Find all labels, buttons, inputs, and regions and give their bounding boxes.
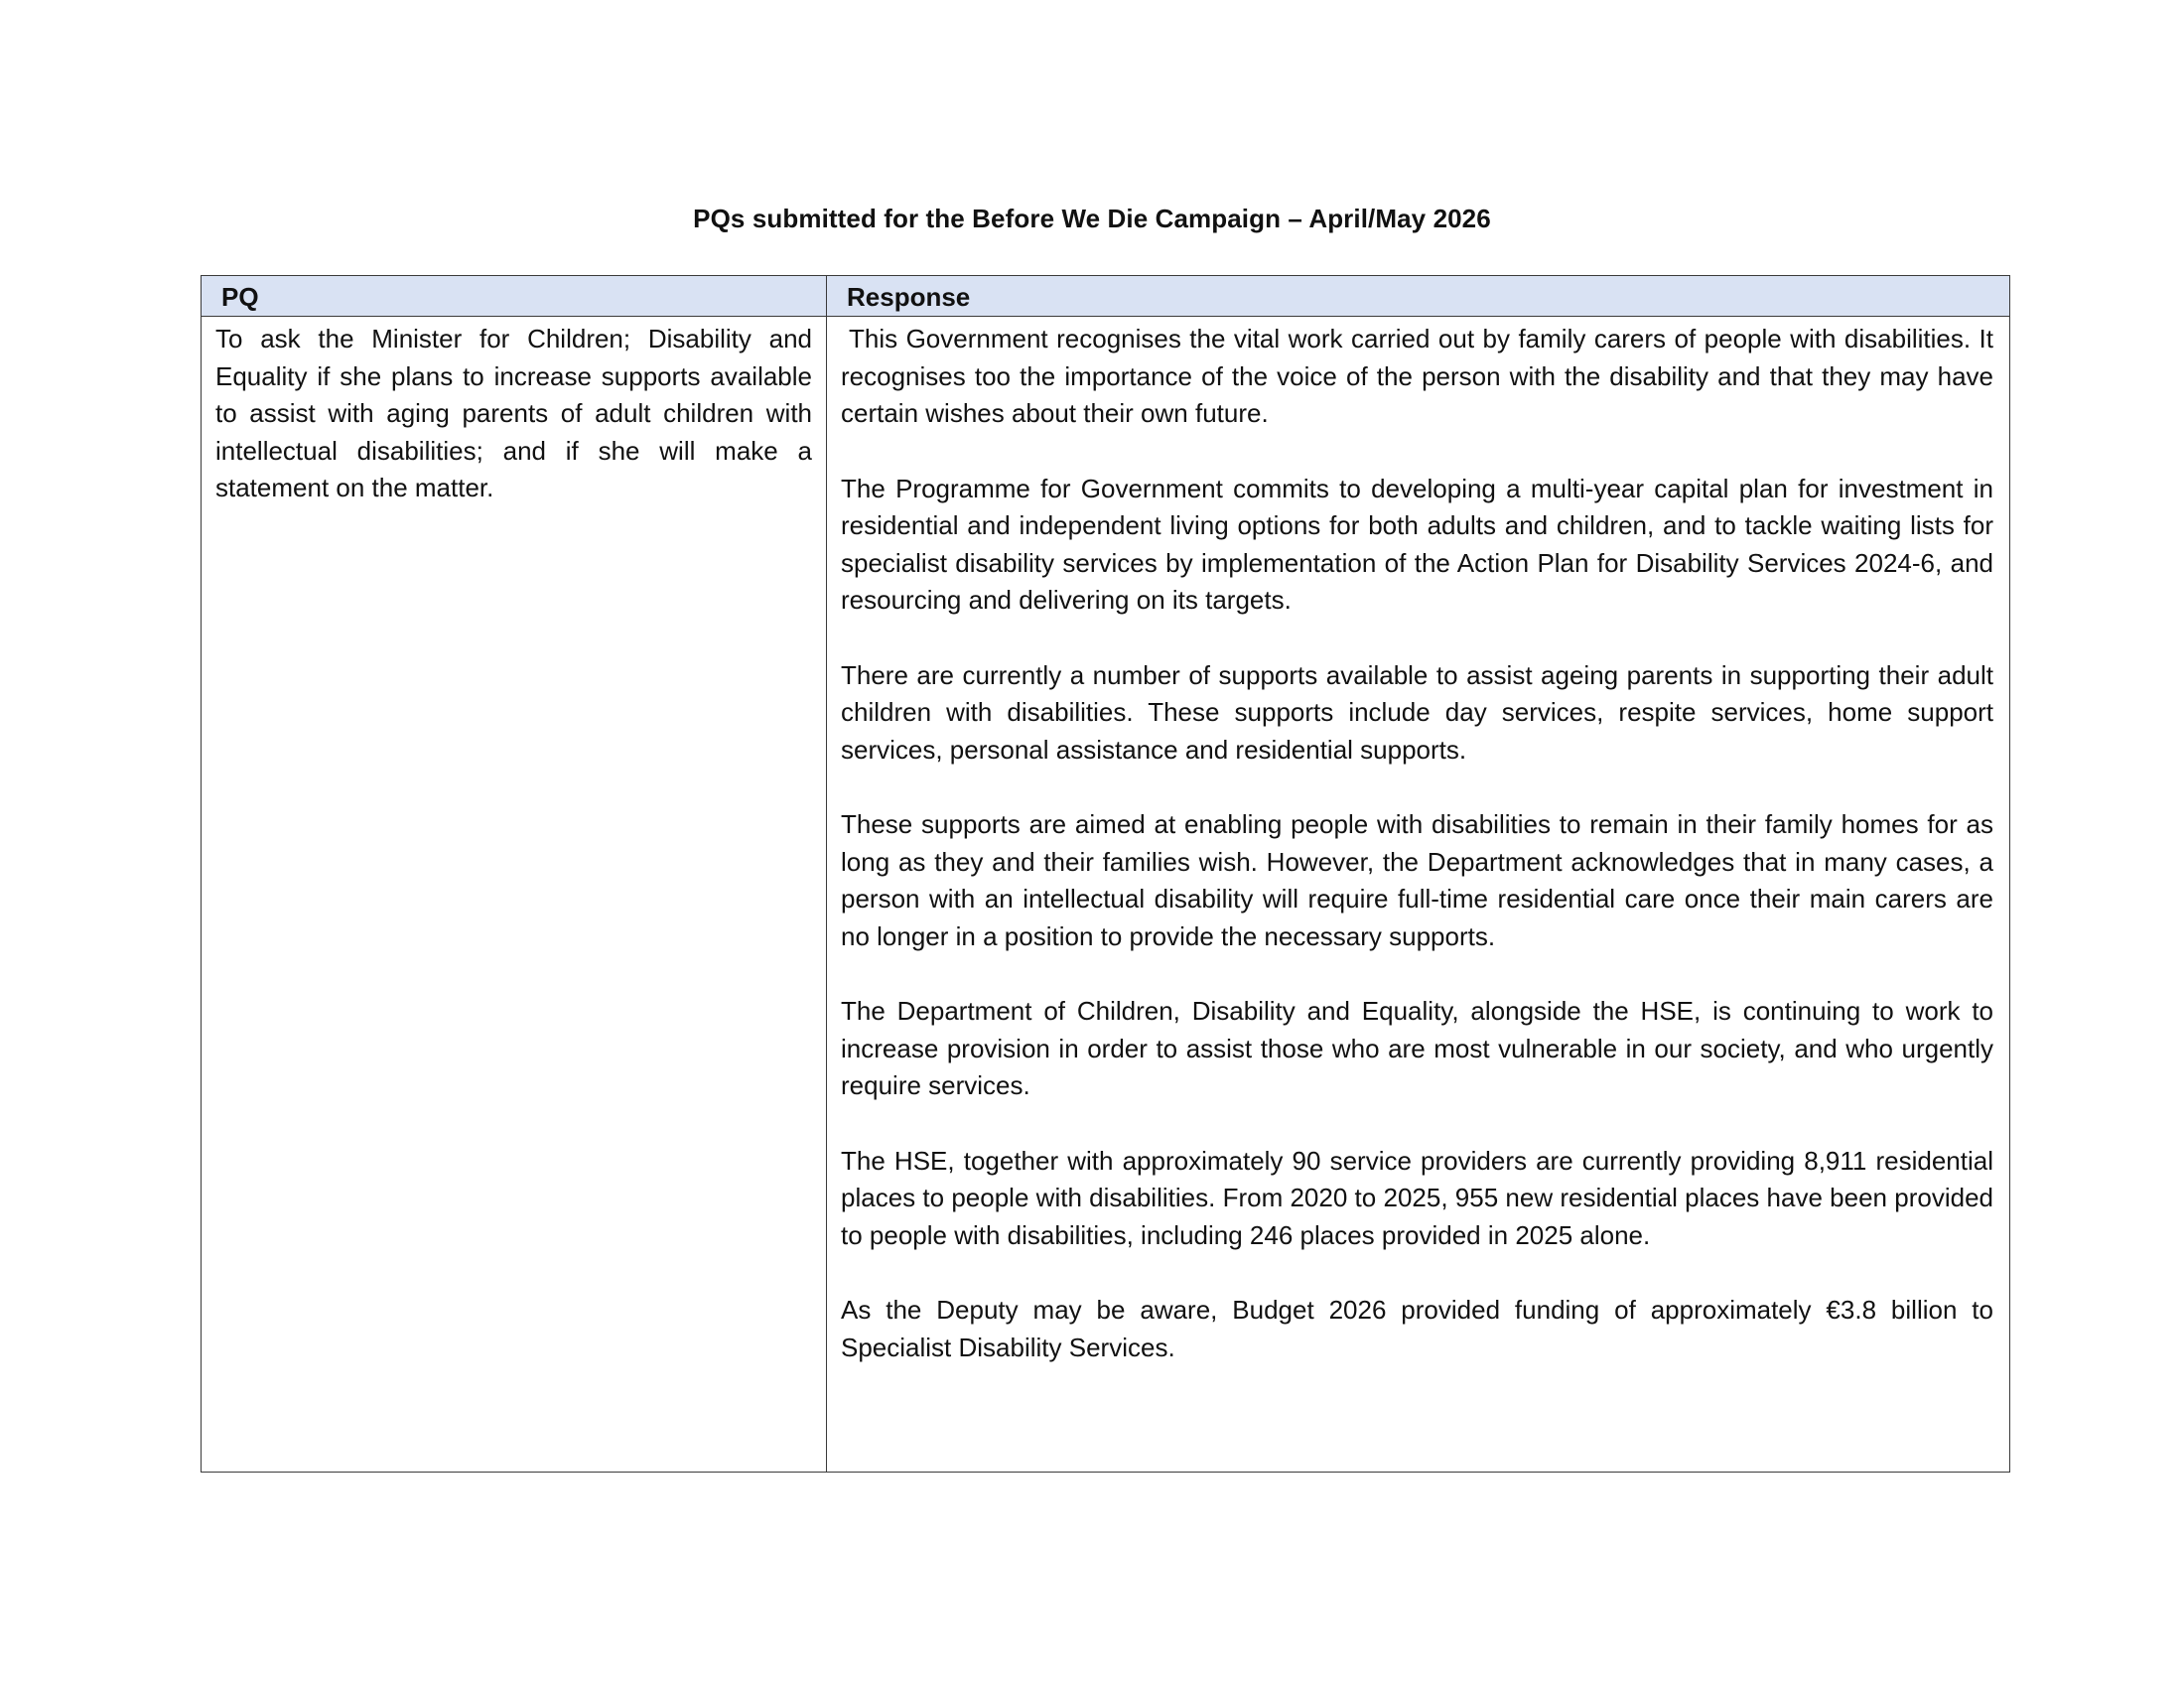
pq-question-text: To ask the Minister for Children; Disability and Equality if she plans to increase supports available to assist with aging parents of adult children with intellectual disabilities; and if she will make a statement on the matter.	[202, 317, 827, 1473]
response-paragraph: The Department of Children, Disability and Equality, alongside the HSE, is continuing to work to increase provision in order to assist those who are most vulnerable in our society, and who urgently require services.	[841, 996, 1993, 1100]
table-row	[202, 317, 2010, 1473]
response-paragraph: This Government recognises the vital work carried out by family carers of people with disabilities. It recognises too the importance of the voice of the person with the disability and that they may have certain wishes about their own future.	[841, 324, 1993, 428]
header-pq: PQ	[202, 276, 827, 317]
table-header-row	[202, 276, 2010, 317]
document-title: PQs submitted for the Before We Die Campaign – April/May 2026	[693, 204, 1491, 233]
response-paragraph: As the Deputy may be aware, Budget 2026 provided funding of approximately €3.8 billion to Specialist Disability Services.	[841, 1295, 1993, 1362]
response-paragraph: There are currently a number of supports available to assist ageing parents in supporting their adult children with disabilities. These supports include day services, respite services, home support services, personal assistance and residential supports.	[841, 659, 1993, 765]
response-paragraph: The Programme for Government commits to developing a multi-year capital plan for investment in residential and independent living options for both adults and children, and to tackle waiting lists for specialist disability services by implementation of the Action Plan for Disability Services 2024-6, and resourcing and delivering on its targets.	[841, 473, 1993, 615]
pq-response-table	[201, 275, 2010, 1473]
header-response: Response	[827, 276, 2010, 317]
response-paragraph: These supports are aimed at enabling people with disabilities to remain in their family homes for as long as they and their families wish. However, the Department acknowledges that in many cases, a person with an intellectual disability will require full-time residential care once their main carers are no longer in a position to provide the necessary supports.	[841, 809, 1993, 951]
response-cell	[827, 317, 2010, 1473]
response-paragraph: The HSE, together with approximately 90 service providers are currently providing 8,911 residential places to people with disabilities. From 2020 to 2025, 955 new residential places have been provided to people with disabilities, including 246 places provided in 2025 alone.	[841, 1145, 1993, 1250]
